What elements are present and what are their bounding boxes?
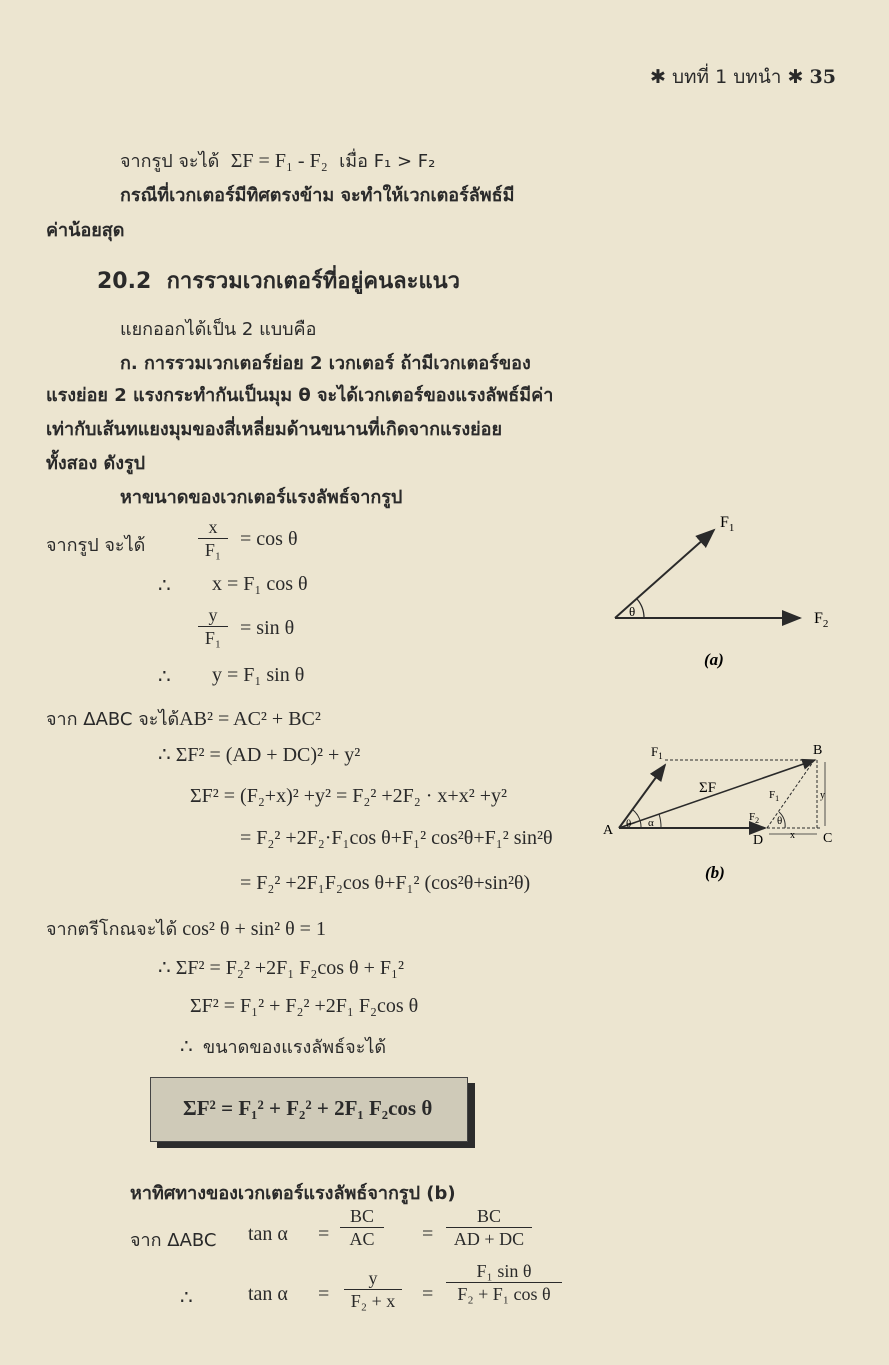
label-f1-inner: $F_1$	[769, 789, 780, 803]
fraction-y-over-f2plusx: $\frac{y}{\text{F₂ + x}}$	[344, 1267, 402, 1312]
section-heading	[97, 263, 460, 298]
tan-alpha-1: tan α	[248, 1223, 288, 1245]
boxed-formula: ΣF² = F₁² + F₂² + 2F₁ F₂cos θ	[183, 1096, 433, 1120]
eq11: ΣF² = F₁² + F₂² +2F₁ F₂cos θ	[190, 995, 419, 1017]
eq9: = F₂² +2F₁F₂cos θ+F₁² (cos²θ+sin²θ)	[240, 872, 531, 894]
label-f1: $F_1$	[651, 744, 663, 761]
label-x: x	[790, 830, 795, 841]
intro-line-1	[120, 146, 435, 175]
equals-2: =	[422, 1223, 434, 1245]
fraction-bc-ac: $\frac{BC}{AC}$	[340, 1205, 384, 1250]
intro-condition: เมื่อ F₁ > F₂	[339, 151, 436, 172]
therefore-symbol: ∴	[158, 575, 171, 597]
tan-alpha-2: tan α	[248, 1283, 288, 1305]
eq4: y = F₁ sin θ	[212, 664, 305, 686]
therefore-symbol-3: ∴	[180, 1287, 193, 1309]
from-figure-text: จากรูป จะได้	[46, 535, 146, 556]
label-b: B	[813, 743, 823, 758]
intro-line-3: ค่าน้อยสุด	[46, 220, 125, 241]
figure-b-diagram	[595, 740, 845, 885]
eq7: ΣF² = (F₂+x)² +y² = F₂² +2F₂ · x+x² +y²	[190, 785, 507, 807]
intro-line-2: กรณีที่เวกเตอร์มีทิศตรงข้าม จะทำให้เวกเตอร์ลัพธ์มี	[120, 185, 515, 206]
eq5: จาก ΔABC จะได้AB² = AC² + BC²	[46, 708, 321, 730]
label-theta: θ	[629, 604, 636, 619]
paragraph-2-line-3: เท่ากับเส้นทแยงมุมของสี่เหลี่ยมด้านขนานที่เกิดจากแรงย่อย	[46, 419, 503, 440]
eq10: ∴ ΣF² = F₂² +2F₁ F₂cos θ + F₁²	[158, 957, 404, 979]
page-number: 35	[809, 66, 836, 88]
caption-a: (a)	[704, 650, 724, 669]
result-formula-box	[150, 1077, 468, 1142]
fraction-f1sin-over-denominator: $\frac{\text{F₁ sin θ}}{\text{F₂ + F₁ cos θ}}$	[446, 1260, 562, 1305]
fraction-y-over-f1: $\frac{y}{\text{F₁}}$	[198, 604, 228, 649]
section-title: การรวมเวกเตอร์ที่อยู่คนละแนว	[166, 269, 461, 294]
intro-math: ΣF = F₁ - F₂	[230, 150, 328, 172]
eq6: ∴ ΣF² = (AD + DC)² + y²	[158, 744, 361, 766]
therefore-symbol-2: ∴	[158, 666, 171, 688]
theta-arc	[633, 810, 641, 828]
label-f1: $F_1$	[720, 514, 735, 534]
eq3-rhs: = sin θ	[240, 617, 295, 639]
chapter-title: ✱ บทที่ 1 บทนำ ✱	[650, 66, 804, 88]
alpha-arc	[659, 814, 661, 828]
running-header	[650, 62, 836, 92]
trig-identity: จากตรีโกณจะได้ cos² θ + sin² θ = 1	[46, 918, 326, 940]
equals-3: =	[318, 1283, 330, 1305]
paragraph-2-line-2: แรงย่อย 2 แรงกระทำกันเป็นมุม θ จะได้เวกเตอร์ของแรงลัพธ์มีค่า	[46, 385, 554, 406]
caption-b: (b)	[705, 863, 725, 882]
theta-arc	[637, 599, 644, 618]
label-f2: $F_2$	[749, 811, 760, 825]
subheading-direction: หาทิศทางของเวกเตอร์แรงลัพธ์จากรูป (b)	[130, 1183, 456, 1204]
subheading-magnitude: หาขนาดของเวกเตอร์แรงลัพธ์จากรูป	[120, 487, 403, 508]
label-d: D	[753, 833, 764, 848]
fraction-bc-adplusdc: $\frac{BC}{AD + DC}$	[446, 1205, 532, 1250]
label-theta: θ	[626, 818, 632, 830]
eq2: x = F₁ cos θ	[212, 573, 308, 595]
intro-text: จากรูป จะได้	[120, 151, 220, 172]
section-number: 20.2	[97, 269, 152, 294]
from-abc-text: จาก ΔABC	[130, 1230, 217, 1251]
conclusion-line: ∴ ขนาดของแรงลัพธ์จะได้	[180, 1036, 387, 1058]
label-f2: $F_2$	[814, 610, 829, 630]
label-sum-f: ΣF	[699, 780, 717, 796]
eq1-rhs: = cos θ	[240, 528, 298, 550]
label-alpha: α	[648, 817, 654, 829]
label-c: C	[823, 831, 833, 846]
eq8: = F₂² +2F₂·F₁cos θ+F₁² cos²θ+F₁² sin²θ	[240, 827, 553, 849]
paragraph-1: แยกออกได้เป็น 2 แบบคือ	[120, 319, 317, 340]
equals-4: =	[422, 1283, 434, 1305]
label-a: A	[603, 823, 614, 838]
label-theta-2: θ	[777, 815, 783, 827]
figure-a-diagram	[600, 505, 850, 675]
fraction-x-over-f1: $\frac{x}{\text{F₁}}$	[198, 516, 228, 561]
paragraph-2-line-1: ก. การรวมเวกเตอร์ย่อย 2 เวกเตอร์ ถ้ามีเวกเตอร์ของ	[120, 353, 531, 374]
label-y: y	[820, 790, 825, 801]
equals-1: =	[318, 1223, 330, 1245]
paragraph-2-line-4: ทั้งสอง ดังรูป	[46, 453, 146, 474]
